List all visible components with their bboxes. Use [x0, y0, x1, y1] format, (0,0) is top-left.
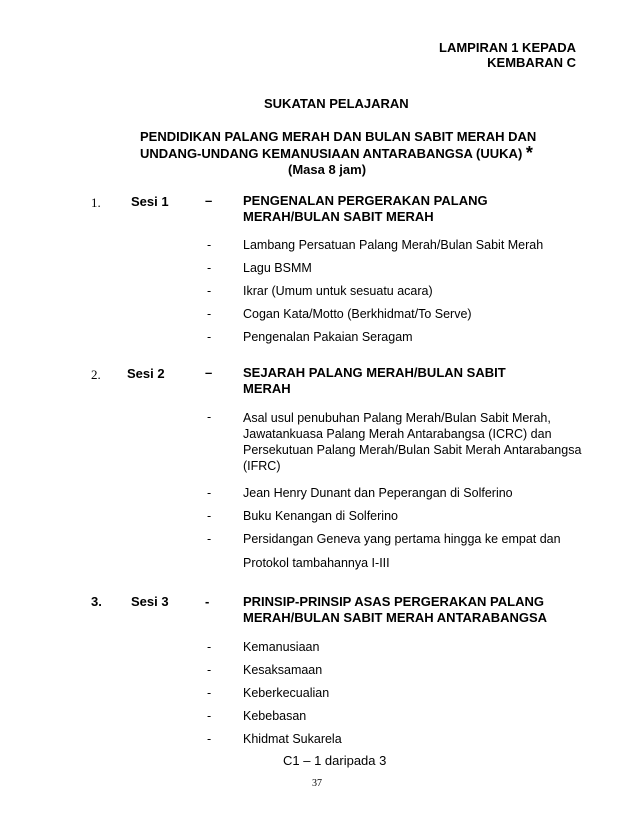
bullet: - [207, 410, 212, 424]
session-3-name: Sesi 3 [131, 594, 169, 609]
list-item: Keberkecualian [243, 686, 330, 700]
subtitle-line-1: PENDIDIKAN PALANG MERAH DAN BULAN SABIT MERAH DAN [140, 129, 537, 144]
header-line-2: KEMBARAN C [487, 55, 576, 70]
session-1-dash: – [205, 193, 213, 208]
header-line-1: LAMPIRAN 1 KEPADA [439, 40, 576, 55]
session-3-dash: - [205, 594, 210, 609]
asterisk-mark: * [525, 143, 533, 163]
bullet: - [207, 640, 212, 654]
page-title: SUKATAN PELAJARAN [264, 96, 409, 111]
list-item: Kemanusiaan [243, 640, 320, 654]
list-item: Jean Henry Dunant dan Peperangan di Solferino [243, 486, 513, 500]
session-1-number: 1. [91, 195, 101, 210]
list-item-continuation: Protokol tambahannya I-III [243, 556, 390, 570]
session-1-title-line-1: PENGENALAN PERGERAKAN PALANG [243, 193, 488, 208]
list-item: Cogan Kata/Motto (Berkhidmat/To Serve) [243, 307, 472, 321]
bullet: - [207, 238, 212, 252]
session-2-title-line-1: SEJARAH PALANG MERAH/BULAN SABIT [243, 365, 506, 380]
session-3-number: 3. [91, 594, 102, 609]
session-1-title-line-2: MERAH/BULAN SABIT MERAH [243, 209, 434, 224]
list-item: Kebebasan [243, 709, 307, 723]
subtitle-line-2 [140, 145, 533, 162]
session-1-name: Sesi 1 [131, 194, 169, 209]
list-item: Lagu BSMM [243, 261, 312, 275]
list-item: Khidmat Sukarela [243, 732, 342, 746]
list-item: Kesaksamaan [243, 663, 323, 677]
session-3-title-line-2: MERAH/BULAN SABIT MERAH ANTARABANGSA [243, 610, 548, 625]
subtitle-line-2-text: UNDANG-UNDANG KEMANUSIAAN ANTARABANGSA (UUKA) [140, 146, 523, 161]
bullet: - [207, 686, 212, 700]
bullet: - [207, 330, 212, 344]
session-3-title [243, 594, 547, 626]
page-reference: C1 – 1 daripada 3 [283, 753, 387, 768]
session-2-title [243, 365, 506, 397]
bullet: - [207, 307, 212, 321]
bullet: - [207, 709, 212, 723]
bullet: - [207, 532, 212, 546]
list-item: Persidangan Geneva yang pertama hingga ke empat dan [243, 532, 561, 546]
list-item-line: (IFRC) [243, 459, 281, 473]
list-item-line: Persekutuan Palang Merah/Bulan Sabit Merah Antarabangsa [243, 443, 582, 457]
list-item: Lambang Persatuan Palang Merah/Bulan Sabit Merah [243, 238, 544, 252]
session-1-title [243, 193, 488, 225]
attachment-header [439, 40, 576, 70]
session-2-title-line-2: MERAH [243, 381, 291, 396]
session-2-name: Sesi 2 [127, 366, 165, 381]
page-number: 37 [312, 778, 322, 789]
list-item [243, 410, 581, 474]
bullet: - [207, 663, 212, 677]
list-item-line: Jawatankuasa Palang Merah Antarabangsa (ICRC) dan [243, 427, 552, 441]
bullet: - [207, 284, 212, 298]
duration-label: (Masa 8 jam) [288, 162, 367, 177]
bullet: - [207, 732, 212, 746]
session-2-dash: – [205, 365, 213, 380]
list-item: Ikrar (Umum untuk sesuatu acara) [243, 284, 433, 298]
bullet: - [207, 261, 212, 275]
session-2-number: 2. [91, 367, 101, 382]
bullet: - [207, 509, 212, 523]
session-3-title-line-1: PRINSIP-PRINSIP ASAS PERGERAKAN PALANG [243, 594, 544, 609]
bullet: - [207, 486, 212, 500]
list-item-line: Asal usul penubuhan Palang Merah/Bulan Sabit Merah, [243, 411, 551, 425]
list-item: Pengenalan Pakaian Seragam [243, 330, 413, 344]
list-item: Buku Kenangan di Solferino [243, 509, 398, 523]
